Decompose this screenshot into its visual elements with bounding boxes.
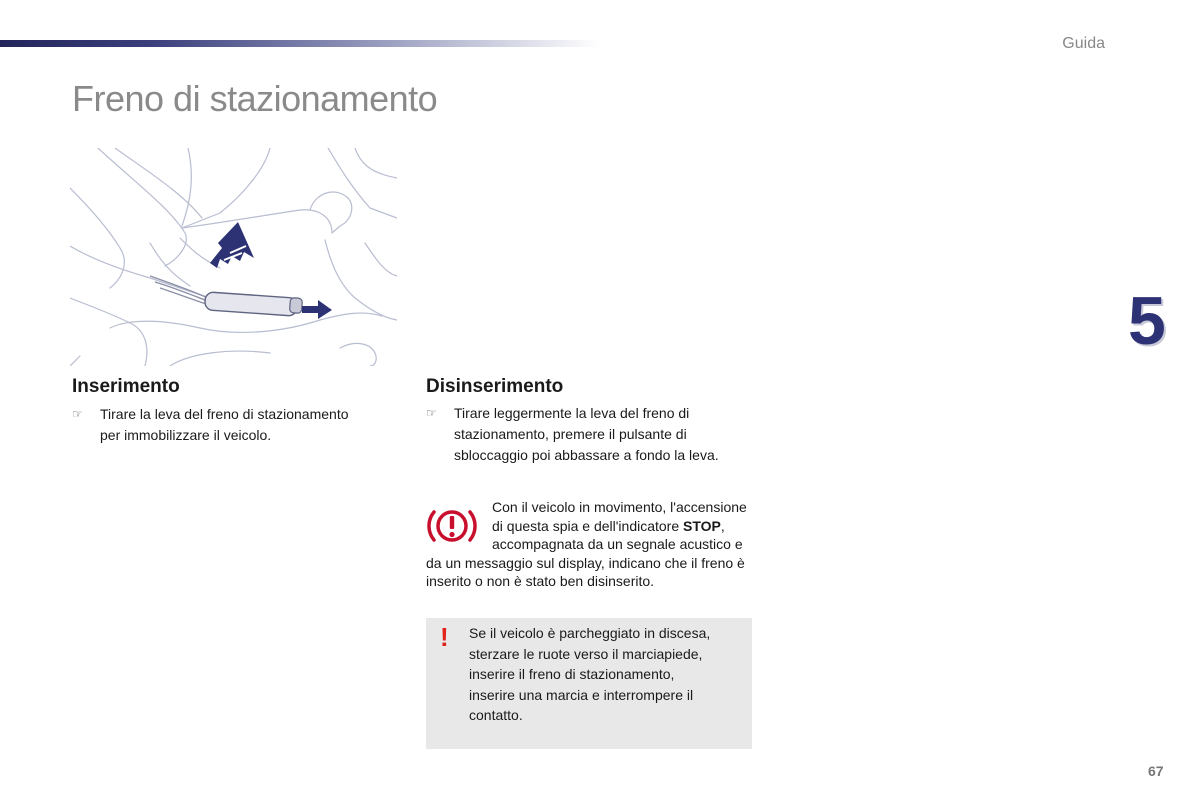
heading-inserimento: Inserimento (72, 376, 180, 397)
inserimento-bullet (72, 404, 400, 446)
note-text (469, 623, 739, 726)
inserimento-text-line: per immobilizzare il veicolo. (100, 427, 272, 443)
stop-indicator-label: STOP (683, 517, 721, 534)
disinserimento-text-line: Tirare leggermente la leva del freno di (454, 405, 690, 421)
warning-text-rest: , accompagnata da un segnale acustico e da un messaggio sul display, indicano che il freno è inserito o non è stato ben disinserito. (426, 517, 745, 589)
disinserimento-text-line: sbloccaggio poi abbassare a fondo la leva. (454, 447, 719, 463)
warning-text-intro: Con il veicolo in movimento, l'accensione di questa spia e dell'indicatore (492, 499, 747, 534)
header-gradient-bar (0, 40, 600, 47)
note-text-line: inserire il freno di stazionamento, (469, 666, 675, 682)
brake-warning-light-icon (424, 504, 480, 548)
parking-brake-lever-illustration (70, 148, 397, 366)
page-number: 67 (1148, 763, 1164, 779)
section-label: Guida (1062, 35, 1105, 52)
note-text-line: Se il veicolo è parcheggiato in discesa, (469, 625, 711, 641)
pointing-hand-icon: ☞ (72, 407, 83, 421)
exclamation-icon: ! (440, 622, 449, 652)
warning-light-explanation (426, 498, 752, 591)
chapter-number: 5 (1128, 283, 1166, 359)
disinserimento-bullet (426, 403, 754, 466)
note-text-line: inserire una marcia e interrompere il (469, 686, 694, 703)
pointing-hand-icon: ☞ (426, 406, 437, 420)
disinserimento-text-line: stazionamento, premere il pulsante di (454, 426, 687, 442)
note-text-line: contatto. (469, 707, 523, 723)
parking-note-box (426, 618, 752, 749)
heading-disinserimento: Disinserimento (426, 376, 564, 397)
page-title: Freno di stazionamento (72, 78, 438, 119)
note-text-line: sterzare le ruote verso il marciapiede, (469, 645, 703, 662)
inserimento-text-line: Tirare la leva del freno di stazionamento (100, 406, 349, 422)
